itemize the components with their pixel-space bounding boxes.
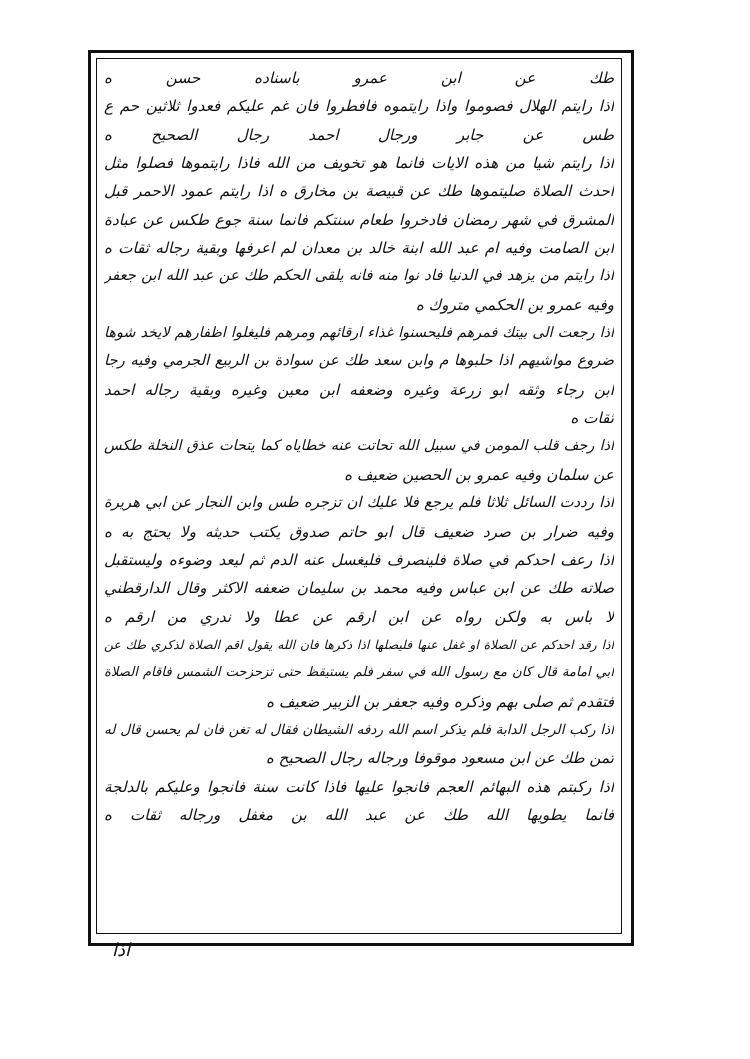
text-line-26: اذا ركبتم هذه البهائم العجم فانجوا عليها فاذا كانت سنة فانجوا وعليكم بالدلجة	[104, 777, 614, 796]
text-line-19: صلاته طك عن ابن عباس وفيه محمد بن سليمان ضعفه الاكثر وقال الدارقطني	[104, 579, 614, 598]
text-line-5: احدث الصلاة صليتموها طك عن قبيصة بن مخارق ه اذا رايتم عمود الاحمر قبل	[104, 182, 614, 201]
text-line-8: اذا رايتم من يزهد في الدنيا فاد نوا منه فانه يلقى الحكم طك عن عبد الله ابن جعفر	[104, 267, 614, 285]
text-line-1: طك عن ابن عمرو باسناده حسن ه	[104, 69, 614, 87]
text-line-3: طس عن جابر ورجال احمد رجال الصحيح ه	[104, 125, 614, 144]
text-line-22: ابي امامة قال كان مع رسول الله في سفر فلم يستيقظ حتى تزحزحت الشمس فاقام الصلاة	[104, 665, 614, 681]
text-line-21: اذا رقد احدكم عن الصلاة او غفل عنها فليصلها اذا ذكرها فان الله يقول اقم الصلاة لذكري طك عن	[104, 636, 614, 652]
text-line-9: وفيه عمرو بن الحكمي متروك ه	[415, 295, 614, 314]
text-line-18: اذا رعف احدكم في صلاة فلينصرف فليغسل عنه الدم ثم ليعد وضوءه وليستقبل	[104, 550, 614, 569]
text-line-13: ثقات ه	[570, 409, 614, 428]
catchword: اذا	[112, 940, 131, 961]
text-line-16: اذا رددت السائل ثلاثا فلم يرجع فلا عليك ان تزجره طس وابن النجار عن ابي هريرة	[104, 494, 614, 512]
text-line-2: اذا رايتم الهلال فصوموا واذا رايتموه فافطروا فان غم عليكم فعدوا ثلاثين حم ع	[104, 97, 614, 116]
text-line-14: اذا رجف قلب المومن في سبيل الله تحاتت عنه خطاياه كما يتحات عذق النخلة طكس	[104, 438, 614, 455]
text-line-25: تمن طك عن ابن مسعود موقوفا ورجاله رجال الصحيح ه	[265, 749, 614, 768]
text-line-12: ابن رجاء وثقه ابو زرعة وغيره وضعفه ابن معين وغيره وبقية رجاله احمد	[104, 380, 614, 399]
text-line-17: وفيه ضرار بن صرد ضعيف قال ابو حاتم صدوق يكتب حديثه ولا يحتج به ه	[104, 522, 614, 541]
text-line-24: اذا ركب الرجل الدابة فلم يذكر اسم الله ردفه الشيطان فقال له تغن فان لم يحسن قال له	[104, 721, 614, 738]
text-line-20: لا باس به ولكن رواه عن ابن ارقم عن عطا ولا ندري من ارقم ه	[104, 607, 614, 626]
text-line-11: ضروع مواشيهم اذا حلبوها م وابن سعد طك عن سوادة بن الربيع الجرمي وفيه رجا	[104, 352, 614, 370]
text-line-27: فانما يطويها الله طك عن عبد الله بن مغفل ورجاله ثقات ه	[104, 805, 614, 824]
text-line-6: المشرق في شهر رمضان فادخروا طعام سنتكم فانما سنة جوع طكس عن عبادة	[104, 210, 614, 229]
text-line-15: عن سلمان وفيه عمرو بن الحصين ضعيف ه	[344, 465, 614, 484]
text-line-23: فتقدم ثم صلى بهم وذكره وفيه جعفر بن الزبير ضعيف ه	[266, 692, 614, 711]
manuscript-text	[104, 64, 614, 926]
text-line-7: ابن الصامت وفيه ام عبد الله ابنة خالد بن معدان لم اعرفها وبقية رجاله ثقات ه	[104, 239, 614, 258]
text-line-10: اذا رجعت الى بيتك فمرهم فليحسنوا غذاء ارقائهم ومرهم فليغلوا اظفارهم لايخد شوها	[104, 325, 614, 342]
text-line-4: اذا رايتم شيا من هذه الايات فانما هو تخويف من الله فاذا رايتموها فصلوا مثل	[104, 154, 614, 173]
